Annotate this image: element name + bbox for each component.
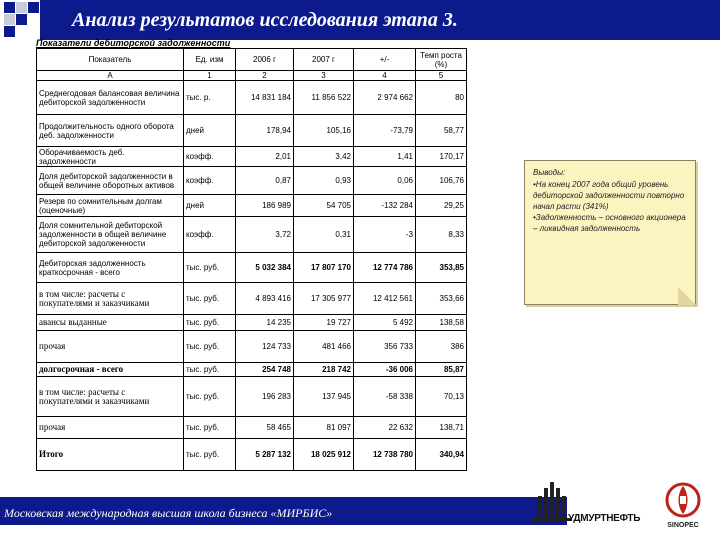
note-folded-corner: [678, 287, 696, 305]
header-cell: 2007 г: [294, 49, 354, 71]
value-growth: 58,77: [416, 115, 467, 147]
index-cell: 4: [354, 71, 416, 81]
row-label: Оборачиваемость деб. задолженности: [37, 147, 184, 167]
value-growth: 80: [416, 81, 467, 115]
table-row: [37, 217, 467, 253]
conclusions-note: [524, 160, 696, 305]
index-cell: 3: [294, 71, 354, 81]
value-diff: 12 412 561: [354, 283, 416, 315]
row-unit: дней: [184, 195, 236, 217]
value-diff: 0,06: [354, 167, 416, 195]
table-row: [37, 417, 467, 439]
header-cell: 2006 г: [236, 49, 294, 71]
value-growth: 138,58: [416, 315, 467, 331]
table-row: [37, 377, 467, 417]
decor-square: [16, 2, 27, 13]
table-row: [37, 167, 467, 195]
table-row: [37, 147, 467, 167]
row-unit: тыс. руб.: [184, 439, 236, 471]
value-2006: 58 465: [236, 417, 294, 439]
value-2006: 5 032 384: [236, 253, 294, 283]
decor-square: [16, 14, 27, 25]
value-growth: 106,76: [416, 167, 467, 195]
value-growth: 353,66: [416, 283, 467, 315]
value-2006: 196 283: [236, 377, 294, 417]
value-diff: 1,41: [354, 147, 416, 167]
row-label: в том числе: расчеты с покупателями и заказчиками: [37, 377, 184, 417]
value-2006: 14 831 184: [236, 81, 294, 115]
row-unit: тыс. руб.: [184, 315, 236, 331]
row-unit: тыс. руб.: [184, 417, 236, 439]
value-diff: -132 284: [354, 195, 416, 217]
index-cell: 5: [416, 71, 467, 81]
value-2007: 18 025 912: [294, 439, 354, 471]
row-label: Среднегодовая балансовая величина дебиторской задолженности: [37, 81, 184, 115]
value-growth: 138,71: [416, 417, 467, 439]
note-item: •Задолженность – основного акционера – ликвидная задолженность: [533, 213, 686, 233]
decor-square: [28, 2, 39, 13]
value-2006: 186 989: [236, 195, 294, 217]
row-label: Резерв по сомнительным долгам (оценочные): [37, 195, 184, 217]
value-growth: 170,17: [416, 147, 467, 167]
row-label: Продолжительность одного оборота деб. задолженности: [37, 115, 184, 147]
value-growth: 386: [416, 331, 467, 363]
value-2007: 81 097: [294, 417, 354, 439]
udmurtneft-logo-text: УДМУРТНЕФТЬ: [568, 513, 641, 524]
row-unit: тыс. руб.: [184, 283, 236, 315]
receivables-table-block: [36, 38, 466, 471]
row-label: долгосрочная - всего: [37, 363, 184, 377]
row-unit: тыс. руб.: [184, 331, 236, 363]
value-2007: 11 856 522: [294, 81, 354, 115]
row-unit: дней: [184, 115, 236, 147]
row-label: Доля сомнительной дебиторской задолженности в общей величине дебиторской задолженности: [37, 217, 184, 253]
decor-square: [4, 14, 15, 25]
value-2007: 17 807 170: [294, 253, 354, 283]
row-unit: тыс. руб.: [184, 377, 236, 417]
index-cell: А: [37, 71, 184, 81]
value-2007: 19 727: [294, 315, 354, 331]
row-unit: коэфф.: [184, 147, 236, 167]
value-2007: 0,93: [294, 167, 354, 195]
receivables-table: [36, 48, 467, 471]
value-2006: 0,87: [236, 167, 294, 195]
table-index-row: [37, 71, 467, 81]
header-cell: +/-: [354, 49, 416, 71]
note-heading: Выводы:: [533, 168, 566, 177]
value-2006: 3,72: [236, 217, 294, 253]
value-growth: 8,33: [416, 217, 467, 253]
value-2006: 254 748: [236, 363, 294, 377]
footer-text: Московская международная высшая школа бизнеса «МИРБИС»: [4, 506, 333, 520]
row-label: прочая: [37, 417, 184, 439]
value-diff: 22 632: [354, 417, 416, 439]
table-row: [37, 331, 467, 363]
value-2006: 124 733: [236, 331, 294, 363]
row-label: Итого: [37, 439, 184, 471]
value-2007: 3,42: [294, 147, 354, 167]
table-row: [37, 195, 467, 217]
table-row: [37, 283, 467, 315]
index-cell: 1: [184, 71, 236, 81]
header-cell: Ед. изм: [184, 49, 236, 71]
row-label: Доля дебиторской задолженности в общей величине оборотных активов: [37, 167, 184, 195]
value-2006: 5 287 132: [236, 439, 294, 471]
header-cell: Показатель: [37, 49, 184, 71]
value-diff: -36 006: [354, 363, 416, 377]
table-row-total: [37, 439, 467, 471]
table-row: [37, 315, 467, 331]
row-unit: коэфф.: [184, 167, 236, 195]
index-cell: 2: [236, 71, 294, 81]
sinopec-logo-text: SINOPEC: [667, 522, 699, 529]
value-2007: 0,31: [294, 217, 354, 253]
sinopec-logo-icon: [660, 480, 706, 530]
decor-square: [4, 2, 15, 13]
value-2007: 17 305 977: [294, 283, 354, 315]
value-2007: 137 945: [294, 377, 354, 417]
row-unit: коэфф.: [184, 217, 236, 253]
value-diff: 12 774 786: [354, 253, 416, 283]
value-diff: 5 492: [354, 315, 416, 331]
value-growth: 353,85: [416, 253, 467, 283]
value-diff: -58 338: [354, 377, 416, 417]
row-label: Дебиторская задолженность краткосрочная - всего: [37, 253, 184, 283]
note-item: •На конец 2007 года общий уровень дебиторской задолженности повторно начал расти (341%): [533, 180, 685, 211]
value-2006: 14 235: [236, 315, 294, 331]
value-2007: 105,16: [294, 115, 354, 147]
value-growth: 70,13: [416, 377, 467, 417]
value-2007: 54 705: [294, 195, 354, 217]
value-growth: 85,87: [416, 363, 467, 377]
value-2007: 481 466: [294, 331, 354, 363]
table-caption: Показатели дебиторской задолженности: [36, 38, 231, 48]
row-label: прочая: [37, 331, 184, 363]
value-diff: 2 974 662: [354, 81, 416, 115]
row-unit: тыс. р.: [184, 81, 236, 115]
decor-square: [4, 26, 15, 37]
row-label: авансы выданные: [37, 315, 184, 331]
value-2006: 2,01: [236, 147, 294, 167]
row-unit: тыс. руб.: [184, 253, 236, 283]
value-2006: 178,94: [236, 115, 294, 147]
value-diff: -73,79: [354, 115, 416, 147]
table-header-row: [37, 49, 467, 71]
table-row: [37, 253, 467, 283]
page-title: Анализ результатов исследования этапа 3.: [72, 9, 458, 31]
header-cell: Темп роста (%): [416, 49, 467, 71]
table-row: [37, 363, 467, 377]
value-2006: 4 893 416: [236, 283, 294, 315]
value-2007: 218 742: [294, 363, 354, 377]
row-label: в том числе: расчеты с покупателями и заказчиками: [37, 283, 184, 315]
table-row: [37, 81, 467, 115]
value-diff: -3: [354, 217, 416, 253]
value-growth: 340,94: [416, 439, 467, 471]
row-unit: тыс. руб.: [184, 363, 236, 377]
value-diff: 12 738 780: [354, 439, 416, 471]
table-row: [37, 115, 467, 147]
value-diff: 356 733: [354, 331, 416, 363]
value-growth: 29,25: [416, 195, 467, 217]
